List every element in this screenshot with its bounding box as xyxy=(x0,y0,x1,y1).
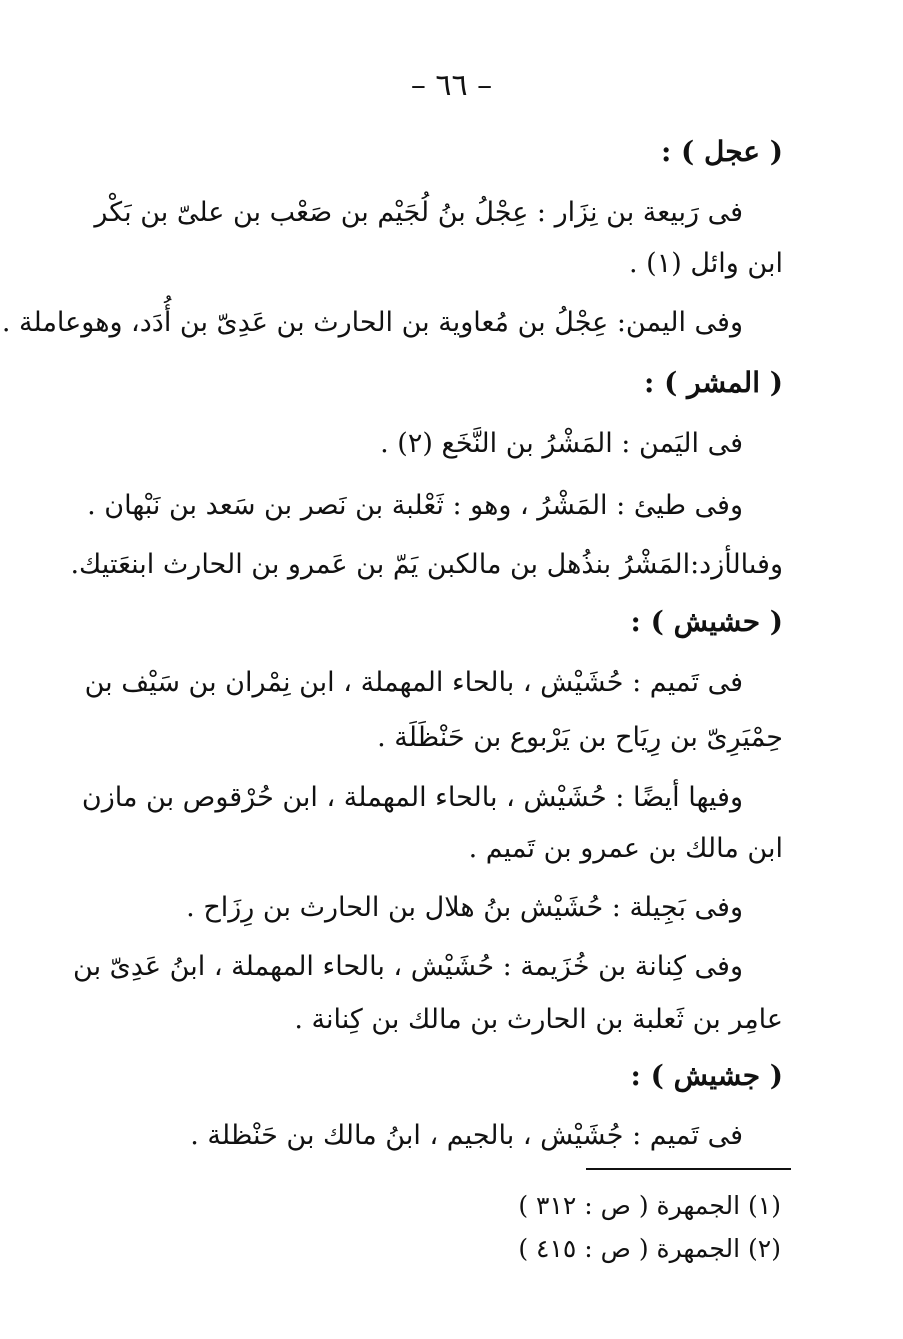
text-line: ابن وائل (١) . xyxy=(629,248,783,279)
footnote: (١) الجمهرة ( ص : ٣١٢ ) xyxy=(518,1191,781,1220)
entry-heading-jushaysh: ( جشيش ) : xyxy=(630,1059,783,1092)
text-line: فى اليَمن : المَشْرُ بن النَّخَع (٢) . xyxy=(380,428,743,459)
text-line: وفى اليمن: عِجْلُ بن مُعاوية بن الحارث بن عَدِىّ بن أُدَد، وهوعاملة . xyxy=(1,307,743,338)
text-line: ابن مالك بن عمرو بن تَميم . xyxy=(468,833,783,864)
page-number: – ٦٦ – xyxy=(410,68,493,103)
entry-heading-hushaysh: ( حشيش ) : xyxy=(630,605,783,638)
text-line: فى تَميم : حُشَيْش ، بالحاء المهملة ، ابن نِمْران بن سَيْف بن xyxy=(84,667,743,698)
text-line: وفى كِنانة بن خُزَيمة : حُشَيْش ، بالحاء المهملة ، ابنُ عَدِىّ بن xyxy=(73,951,743,982)
text-line: فى تَميم : جُشَيْش ، بالجيم ، ابنُ مالك بن حَنْظلة . xyxy=(190,1120,743,1151)
footnote-separator xyxy=(586,1168,791,1170)
footnote: (٢) الجمهرة ( ص : ٤١٥ ) xyxy=(518,1234,781,1263)
entry-heading-ijl: ( عجل ) : xyxy=(660,135,783,168)
text-line: وفيها أيضًا : حُشَيْش ، بالحاء المهملة ، ابن حُرْقوص بن مازن xyxy=(81,782,743,813)
entry-heading-mashr: ( المشر ) : xyxy=(643,366,783,399)
text-line: وفىالأزد:المَشْرُ بنذُهل بن مالكبن يَمّ بن عَمرو بن الحارث ابنعَتيك. xyxy=(70,549,783,580)
text-line: عامِر بن ثَعلبة بن الحارث بن مالك بن كِنانة . xyxy=(294,1004,783,1035)
text-line: حِمْيَرِىّ بن رِيَاح بن يَرْبوع بن حَنْظَلَة . xyxy=(377,722,783,753)
text-line: فى رَبيعة بن نِزَار : عِجْلُ بنُ لُجَيْم بن صَعْب بن علىّ بن بَكْر xyxy=(94,197,743,228)
text-line: وفى بَجِيلة : حُشَيْش بنُ هلال بن الحارث بن رِزَاح . xyxy=(186,892,743,923)
text-line: وفى طيئ : المَشْرُ ، وهو : ثَعْلبة بن نَصر بن سَعد بن نَبْهان . xyxy=(87,490,743,521)
